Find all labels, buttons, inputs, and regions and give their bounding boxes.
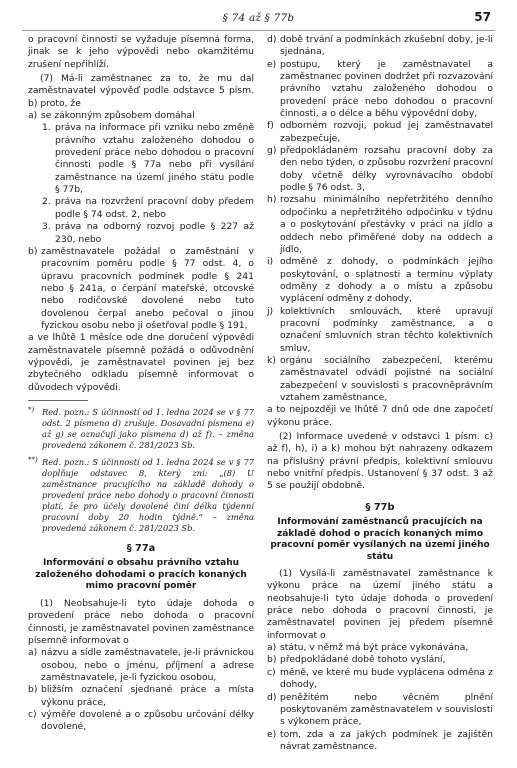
header-section-range: § 74 až § 77b <box>222 12 295 24</box>
list-label: a) <box>28 110 38 122</box>
list-text: názvu a sídle zaměstnavatele, je-li právnickou osobou, nebo o jménu, příjmení a adrese zaměstnavatele, je-li fyzickou osobou, <box>41 647 254 683</box>
footnote-divider <box>28 400 88 401</box>
sub-item-3 <box>28 221 254 246</box>
footnote-text: Red. pozn.: S účinností od 1. ledna 2024 se v § 77 odst. 2 písmeno d) zrušuje. Dosavadní písmena e) až g) se označují jako písmena d) až f). – změna provedená zákonem č. 281/2023 Sb. <box>42 406 254 450</box>
list-label: h) <box>267 194 277 206</box>
list-text: bližším označení sjednané práce a místa výkonu práce, <box>41 684 254 708</box>
list-item-77a-j <box>267 306 493 355</box>
list-item-b <box>28 246 254 332</box>
paragraph-continuation: o pracovní činnosti se vyžaduje písemná forma, jinak se k jeho výpovědi nebo okamžitému zrušení nepřihlíží. <box>28 34 254 70</box>
list-label: b) <box>28 684 38 696</box>
list-label: k) <box>267 354 276 366</box>
paragraph-77a-2: (2) Informace uvedené v odstavci 1 písm. c) až f), h), i) a k) mohou být nahrazeny odkazem na příslušný právní předpis, kolektivní smlouvu nebo vnitřní předpis. Ustanovení § 37 odst. 3 až 5 se použijí obdobně. <box>267 431 493 492</box>
list-item-77a-d <box>267 34 493 59</box>
left-column <box>28 34 254 734</box>
running-header <box>22 8 495 30</box>
list-label: b) <box>28 245 38 257</box>
footnote-1 <box>28 407 254 451</box>
paragraph-77-7: (7) Má-li zaměstnanec za to, že mu dal zaměstnavatel výpověď podle odstavce 5 písm. b) proto, že <box>28 73 254 109</box>
list-label: d) <box>267 691 277 703</box>
list-item-77a-e <box>267 59 493 121</box>
list-label: e) <box>267 728 277 740</box>
list-item-77b-e <box>267 729 493 754</box>
footnote-marker: *) <box>28 405 35 414</box>
list-text: předpokládané době tohoto vyslání, <box>280 654 446 666</box>
footnote-text: Red. pozn.: S účinností od 1. ledna 2024 se v § 77 doplňuje odstavec 8, který zní: „(8) U zaměstnance pracujícího na základě dohody o provedení práce nebo dohody o pracovní činnosti platí, že pro účely dovolené činí délka týdenní pracovní doby 20 hodin týdně.“ – změna provedená zákonem č. 281/2023 Sb. <box>42 456 254 533</box>
sub-item-1 <box>28 122 254 196</box>
list-label: e) <box>267 58 277 70</box>
footnote-2 <box>28 457 254 534</box>
list-item-77a-a <box>28 647 254 684</box>
list-text: odměně z dohody, o podmínkách jejího poskytování, o splatnosti a termínu výplaty odměny z dohody a o místu a způsobu vyplácení odměny z dohody, <box>280 256 493 305</box>
list-item-77a-i <box>267 256 493 305</box>
list-text: se zákonným způsobem domáhal <box>41 110 195 122</box>
list-label: g) <box>267 145 277 157</box>
list-item-77a-c <box>28 709 254 734</box>
list-item-77b-b <box>267 654 493 666</box>
footnote-marker: **) <box>28 455 38 464</box>
list-item-77a-k <box>267 355 493 404</box>
list-text: výměře dovolené a o způsobu určování délky dovolené, <box>41 708 254 733</box>
paragraph-77a-1: (1) Neobsahuje-li tyto údaje dohoda o provedení práce nebo dohoda o pracovní činnosti, je zaměstnavatel povinen zaměstnance písemně informovat o <box>28 597 254 646</box>
list-label: c) <box>267 666 276 678</box>
list-text: odborném rozvoji, pokud jej zaměstnavatel zabezpečuje, <box>280 120 493 144</box>
sub-text: práva na odborný rozvoj podle § 227 až 230, nebo <box>55 221 254 245</box>
list-text: tom, zda a za jakých podmínek je zajištěn návrat zaměstnance. <box>280 728 493 752</box>
sub-label: 2. <box>42 196 51 208</box>
list-item-a <box>28 110 254 122</box>
page-number: 57 <box>474 10 491 24</box>
paragraph-77b-1: (1) Vysílá-li zaměstnavatel zaměstnance k výkonu práce na území jiného státu a neobsahuje-li tyto údaje dohoda o provedení práce nebo dohoda o pracovní činnosti, je zaměstnavatel povinen jej předem písemně informovat o <box>267 568 493 641</box>
section-heading-77b: § 77b <box>365 501 395 513</box>
list-label: i) <box>267 256 274 268</box>
list-label: j) <box>267 305 274 317</box>
list-label: d) <box>267 34 277 45</box>
list-text: orgánu sociálního zabezpečení, kterému zaměstnavatel odvádí pojistné na sociální zabezpečení v souvislosti s pracovněprávním vztahem zaměstnance, <box>280 354 493 403</box>
sub-text: práva na informace při vzniku nebo změně právního vztahu založeného dohodou o provedení práce nebo dohodou o pracovní činnosti podle § 77a nebo při vysílání zaměstnance na území jiného státu podle § 77b, <box>55 122 254 196</box>
list-label: c) <box>28 708 37 720</box>
section-title-77b: Informování zaměstnanců pracujících na základě dohod o pracích konaných mimo pracovní poměr vysílaných na území jiného státu <box>270 517 490 562</box>
section-heading-77a: § 77a <box>126 542 156 554</box>
list-label: f) <box>267 120 274 132</box>
list-text: kolektivních smlouvách, které upravují pracovní podmínky zaměstnance, a o označení smluvních stran těchto kolektivních smluv, <box>280 305 493 354</box>
list-label: a) <box>267 642 277 654</box>
list-item-77b-d <box>267 692 493 729</box>
list-label: a) <box>28 647 38 659</box>
sub-text: práva na rozvržení pracovní doby předem podle § 74 odst. 2, nebo <box>55 196 254 220</box>
paragraph-77-7-tail: a ve lhůtě 1 měsíce ode dne doručení výpovědi zaměstnavatele písemně požádá o odůvodnění výpovědi, je zaměstnavatel povinen jej bez zbytečného odkladu písemně informovat o důvodech výpovědi. <box>28 332 254 393</box>
list-text: postupu, který je zaměstnavatel a zaměstnanec povinen dodržet při rozvazování právního vztahu založeného dohodou o provedení práce nebo dohodou o pracovní činnosti, a o délce a běhu výpovědní doby, <box>280 58 493 120</box>
list-text: zaměstnavatele požádal o zaměstnání v pracovním poměru podle § 77 odst. 4, o úpravu pracovních podmínek podle § 241 nebo § 241a, o čerpání mateřské, otcovské nebo rodičovské dovolené nebo tuto dovolenou čerpal anebo pečoval o jinou fyzickou osobu nebo ji ošetřoval podle § 191, <box>41 245 254 331</box>
list-item-77b-a <box>267 642 493 654</box>
right-column <box>267 34 493 753</box>
list-item-77b-c <box>267 667 493 692</box>
header-divider <box>22 30 495 31</box>
list-item-77a-g <box>267 145 493 194</box>
list-text: době trvání a podmínkách zkušební doby, je-li sjednána, <box>280 34 493 58</box>
sub-label: 1. <box>42 122 51 134</box>
list-item-77a-h <box>267 194 493 256</box>
section-title-77a: Informování o obsahu právního vztahu založeného dohodami o pracích konaných mimo pracovní poměr <box>35 558 247 592</box>
list-text: peněžitém nebo věcném plnění poskytovaném zaměstnavatelem v souvislosti s výkonem práce, <box>280 691 493 728</box>
list-label: b) <box>267 654 277 666</box>
list-text: státu, v němž má být práce vykonávána, <box>280 642 469 654</box>
list-item-77a-f <box>267 120 493 145</box>
paragraph-77a-1-tail: a to nejpozději ve lhůtě 7 dnů ode dne započetí výkonu práce. <box>267 404 493 428</box>
list-item-77a-b <box>28 684 254 709</box>
list-text: rozsahu minimálního nepřetržitého denního odpočinku a nepřetržitého odpočinku v týdnu a o poskytování přestávky v práci na jídlo a oddech nebo přiměřené doby na oddech a jídlo, <box>280 194 493 255</box>
list-text: měně, ve které mu bude vyplácena odměna z dohody, <box>280 666 493 691</box>
sub-label: 3. <box>42 221 51 233</box>
list-text: předpokládaném rozsahu pracovní doby za den nebo týden, o způsobu rozvržení pracovní doby včetně délky vyrovnávacího období podle § 76 odst. 3, <box>280 145 493 194</box>
sub-item-2 <box>28 196 254 221</box>
